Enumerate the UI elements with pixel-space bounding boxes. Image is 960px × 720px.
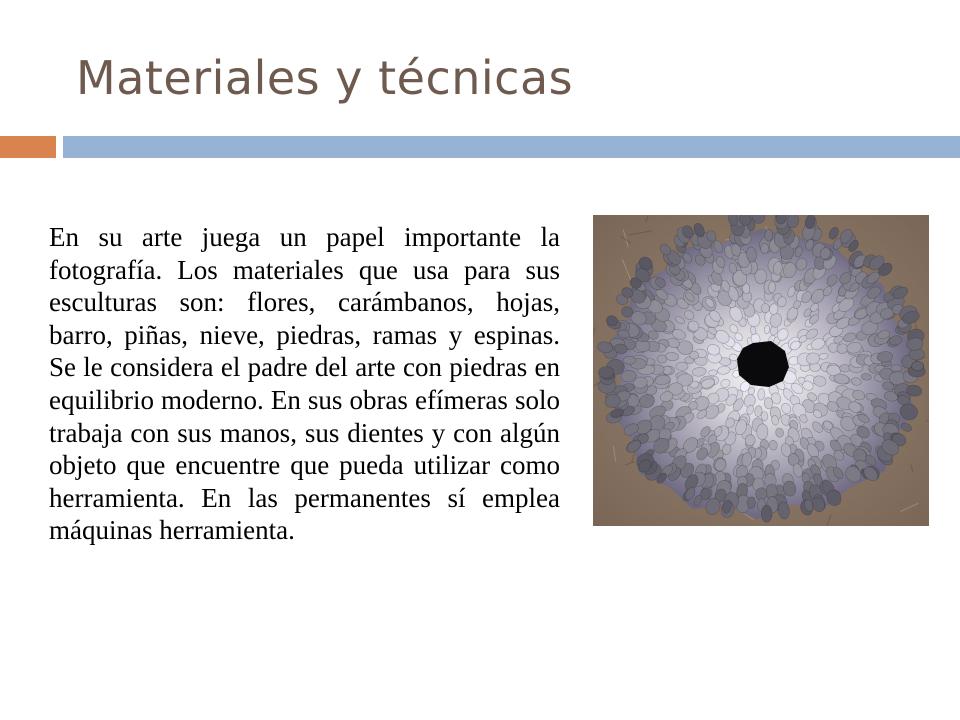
slide-title: Materiales y técnicas [76, 51, 574, 105]
slide-body-text: En su arte juega un papel importante la fotografía. Los materiales que usa para sus esculturas son: flores, carámbanos, hojas, barro, piñas, nieve, piedras, ramas y espinas. Se le considera el padre del arte con piedras en equilibrio moderno. En sus obras efímeras solo trabaja con sus manos, sus dientes y con algún objeto que encuentre que pueda utilizar como herramienta. En las permanentes sí emplea máquinas herramienta. [49, 222, 560, 546]
stone-circle-photo [593, 215, 929, 526]
title-accent-bar [0, 136, 56, 158]
title-divider-bar [63, 136, 960, 158]
